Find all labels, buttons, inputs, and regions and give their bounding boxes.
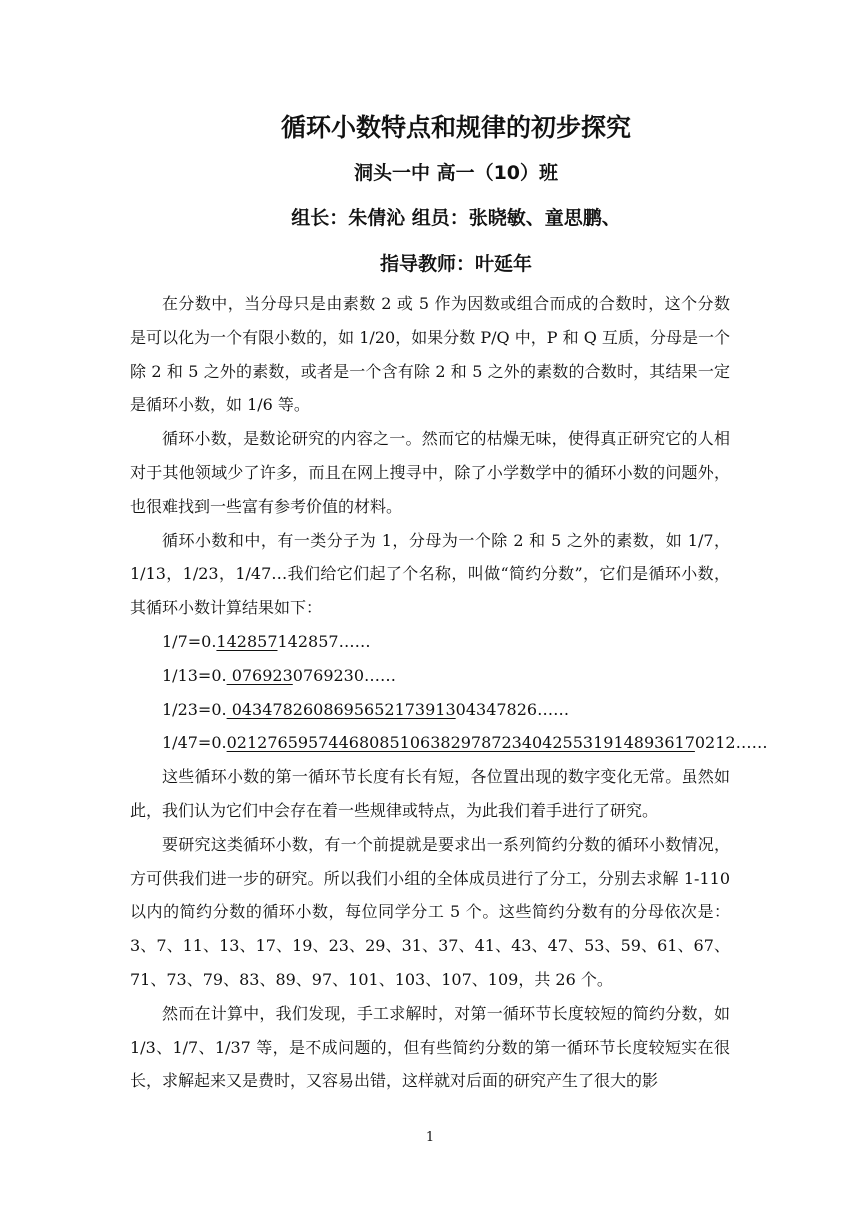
members-line: 组长：朱倩沁 组员：张晓敏、童思鹏、 <box>291 207 621 229</box>
equation-rest: 142857…… <box>277 631 371 651</box>
equation-1-23 <box>130 693 730 727</box>
page-title: 循环小数特点和规律的初步探究 <box>280 113 631 142</box>
equation-1-7 <box>130 625 730 659</box>
paragraph-3: 循环小数和中，有一类分子为 1，分母为一个除 2 和 5 之外的素数，如 1/7，1/13，1/23，1/47…我们给它们起了个名称，叫做“简约分数”，它们是循环小数，其循环小数计算结果如下： <box>130 530 730 618</box>
repeating-cycle: 076923 <box>226 665 293 685</box>
page-number: 1 <box>425 1130 435 1145</box>
equation-prefix: 1/13=0. <box>162 665 227 685</box>
paragraph-4: 这些循环小数的第一循环节长度有长有短，各位置出现的数字变化无常。虽然如此，我们认为它们中会存在着一些规律或特点，为此我们着手进行了研究。 <box>130 767 730 820</box>
equation-prefix: 1/23=0. <box>162 699 227 719</box>
paragraph-6: 然而在计算中，我们发现，手工求解时，对第一循环节长度较短的简约分数，如 1/3、1/7、1/37 等，是不成问题的，但有些简约分数的第一循环节长度较短实在很长，求解起来又是费时，又容易出错，这样就对后面的研究产生了很大的影 <box>130 1003 730 1091</box>
equation-1-13 <box>130 659 730 693</box>
paragraph-2: 循环小数，是数论研究的内容之一。然而它的枯燥无味，使得真正研究它的人相对于其他领域少了许多，而且在网上搜寻中，除了小学数学中的循环小数的问题外，也很难找到一些富有参考价值的材料。 <box>130 429 730 516</box>
paragraph-1: 在分数中，当分母只是由素数 2 或 5 作为因数或组合而成的合数时，这个分数是可以化为一个有限小数的，如 1/20，如果分数 P/Q 中，P 和 Q 互质，分母是一个除 2 和 5 之外的素数，或者是一个含有除 2 和 5 之外的素数的合数时，其结果一定是循环小数，如 1/6 等。 <box>130 294 730 415</box>
teacher-line: 指导教师：叶延年 <box>379 253 532 275</box>
equation-rest: 04347826…… <box>455 699 570 719</box>
body-text <box>130 287 768 1098</box>
equation-prefix: 1/7=0. <box>162 631 217 651</box>
equation-1-47 <box>130 726 768 760</box>
repeating-cycle: 0434782608695652173913 <box>226 699 456 719</box>
repeating-cycle: 0212765957446808510638297872340425531914893617 <box>226 733 695 753</box>
equation-rest: 0769230…… <box>292 665 397 685</box>
repeating-cycle: 142857 <box>216 631 278 651</box>
paragraph-5: 要研究这类循环小数，有一个前提就是要求出一系列简约分数的循环小数情况，方可供我们进一步的研究。所以我们小组的全体成员进行了分工，分别去求解 1-110 以内的简约分数的循环小数，每位同学分工 5 个。这些简约分数有的分母依次是：3、7、11、13、17、19、23、29、31、37、41、43、47、53、59、61、67、71、73、79、83、89、97、101、103、107、109，共 26 个。 <box>130 834 730 989</box>
school-class-line: 洞头一中 高一（10）班 <box>353 162 559 184</box>
equation-prefix: 1/47=0. <box>162 733 227 753</box>
equation-rest: 0212…… <box>694 733 768 753</box>
